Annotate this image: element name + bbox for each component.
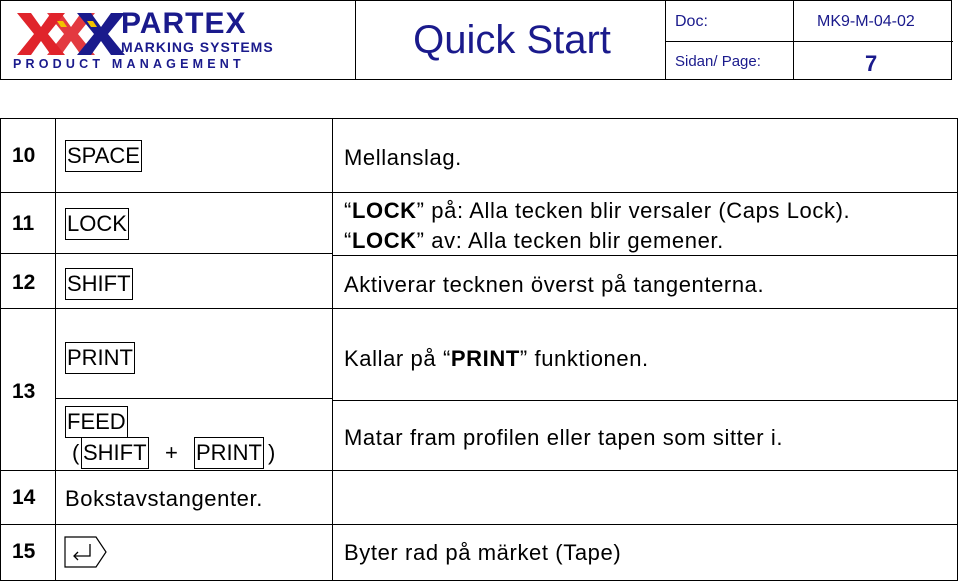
feed-description: Matar fram profilen eller tapen som sitter i. [344,425,784,450]
row-number: 13 [12,380,36,403]
print-key: PRINT [65,342,135,374]
brand-name: PARTEX [121,7,247,40]
row-number: 10 [12,144,36,167]
row-number: 14 [12,486,36,509]
print-key: PRINT [194,437,264,469]
combo-plus: + [165,440,178,465]
enter-key-icon [64,536,108,568]
letter-keys-label: Bokstavstangenter. [65,486,263,511]
print-description: Kallar på “PRINT” funktionen. [344,346,649,371]
lock-key: LOCK [65,208,129,240]
combo-close-paren: ) [268,440,276,465]
lock-on-description: “LOCK” på: Alla tecken blir versaler (Caps Lock). [344,198,851,223]
shift-key: SHIFT [81,437,149,469]
row-number: 15 [12,540,36,563]
row-number: 12 [12,271,36,294]
key-reference-table [0,118,958,581]
partex-logo [9,7,349,75]
shift-key: SHIFT [65,268,133,300]
page-label: Sidan/ Page: [675,53,761,70]
doc-label: Doc: [675,13,708,30]
lock-off-description: “LOCK” av: Alla tecken blir gemener. [344,228,724,253]
brand-tagline: PRODUCT MANAGEMENT [13,57,245,71]
brand-subtitle: MARKING SYSTEMS [121,39,274,55]
page-title: Quick Start [413,17,611,62]
doc-number: MK9-M-04-02 [817,13,915,30]
row-description: Byter rad på märket (Tape) [344,540,622,565]
row-description: Mellanslag. [344,145,462,170]
xxx-logo-mark [17,11,125,57]
document-header [0,0,952,80]
row-number: 11 [12,212,35,235]
row-description: Aktiverar tecknen överst på tangenterna. [344,272,765,297]
space-key: SPACE [65,140,142,172]
page-number: 7 [865,51,878,76]
combo-open-paren: ( [72,440,80,465]
feed-key: FEED [65,406,128,438]
